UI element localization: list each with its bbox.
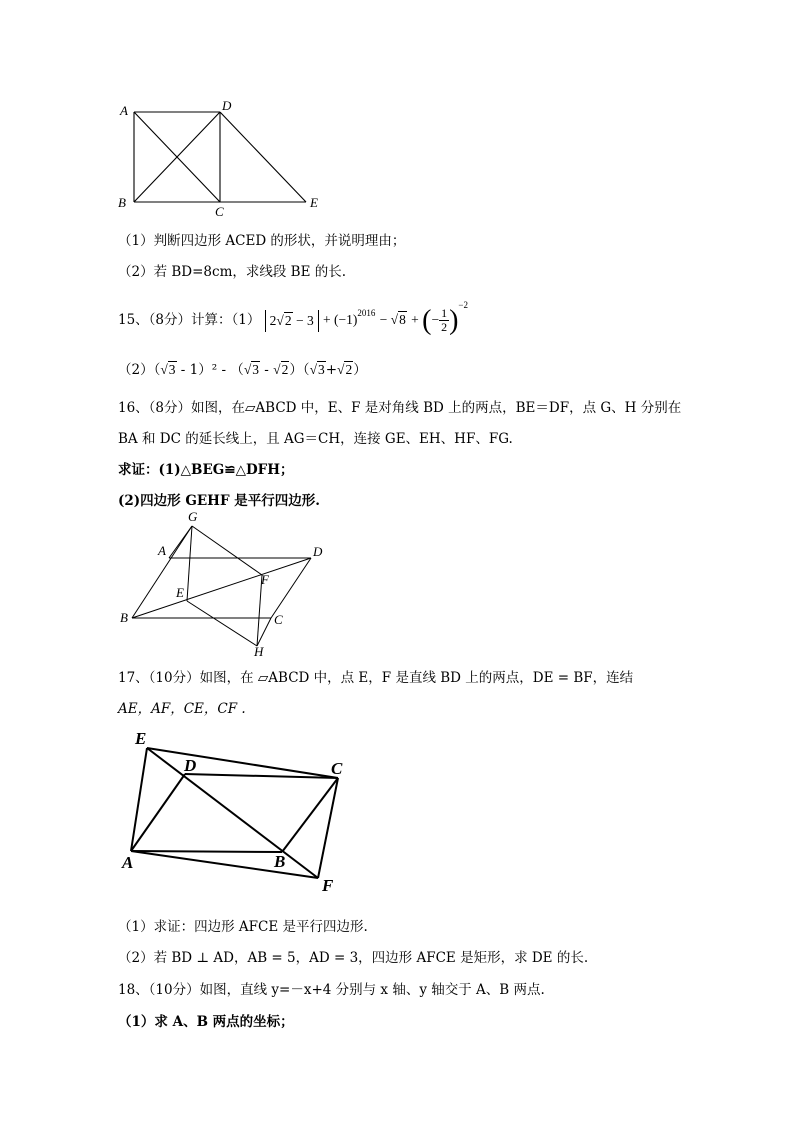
q17-part2: （2）若 BD ⊥ AD，AB = 5，AD = 3，四边形 AFCE 是矩形，求 DE 的长.	[118, 950, 589, 966]
q15-fraction-term: (− $\frac{1}{2}$ )$^{-2}$	[422, 300, 468, 336]
q17-label-e: E	[135, 729, 147, 748]
q16-label-d: D	[313, 544, 323, 559]
figure-parallelogram-afce	[118, 726, 358, 896]
q15-line1: 15、（8分）计算：（1） $2√2 - 3 + (-1)^{2016} - √8$ + (− $\frac{1}{2}$ )$^{-2}$	[118, 300, 468, 336]
q16-line1: 16、（8分）如图，在▱ABCD 中，E、F 是对角线 BD 上的两点，BE＝DF，点 G、H 分别在	[118, 400, 682, 416]
q16-label-c: C	[274, 612, 283, 627]
q17-label-c: C	[331, 759, 343, 778]
q17-label-a: A	[122, 853, 134, 872]
q16-proof-2: (2)四边形 GEHF 是平行四边形.	[118, 493, 320, 509]
q15-abs-term: 2√2 − 3	[265, 310, 319, 332]
q15-sqrt-term: √8	[390, 312, 406, 327]
q17-label-d: D	[184, 756, 197, 775]
q16-label-g: G	[188, 509, 198, 524]
q14-part2: （2）若 BD=8cm，求线段 BE 的长.	[118, 264, 347, 280]
q16-proof-1: 求证：(1)△BEG≌△DFH；	[118, 462, 294, 478]
q15-prefix: 15、（8分）计算：（1）	[118, 312, 261, 328]
label-c: C	[215, 204, 224, 219]
q17-label-b: B	[274, 852, 286, 871]
q16-label-h: H	[254, 644, 264, 658]
q18-part1: （1）求 A、B 两点的坐标；	[118, 1014, 294, 1030]
q14-part1: （1）判断四边形 ACED 的形状，并说明理由；	[118, 233, 406, 249]
label-d: D	[222, 98, 232, 113]
q17-label-f: F	[322, 876, 334, 895]
q16-label-b: B	[120, 610, 128, 625]
q17-line2: AE，AF，CE，CF .	[118, 701, 246, 717]
q15-line2: （2）（√3 - 1）² - （√3 - √2）（√3+√2）	[118, 362, 367, 378]
q16-line2: BA 和 DC 的延长线上，且 AG＝CH，连接 GE、EH、HF、FG.	[118, 431, 513, 447]
label-a: A	[120, 103, 128, 118]
q17-part1: （1）求证：四边形 AFCE 是平行四边形.	[118, 919, 368, 935]
label-b: B	[118, 195, 126, 210]
figure-square-aced	[116, 96, 336, 222]
figure-parallelogram-gehf	[116, 508, 346, 658]
q16-label-f: F	[261, 572, 269, 587]
q15-power-term: $(-1)^{2016}$	[334, 308, 376, 327]
q17-line1: 17、（10分）如图，在 ▱ABCD 中，点 E，F 是直线 BD 上的两点，DE = BF，连结	[118, 670, 634, 686]
q18-line1: 18、（10分）如图，直线 y=－x+4 分别与 x 轴、y 轴交于 A、B 两点.	[118, 982, 545, 998]
q16-label-e: E	[176, 585, 184, 600]
label-e: E	[310, 195, 318, 210]
q16-label-a: A	[158, 543, 166, 558]
